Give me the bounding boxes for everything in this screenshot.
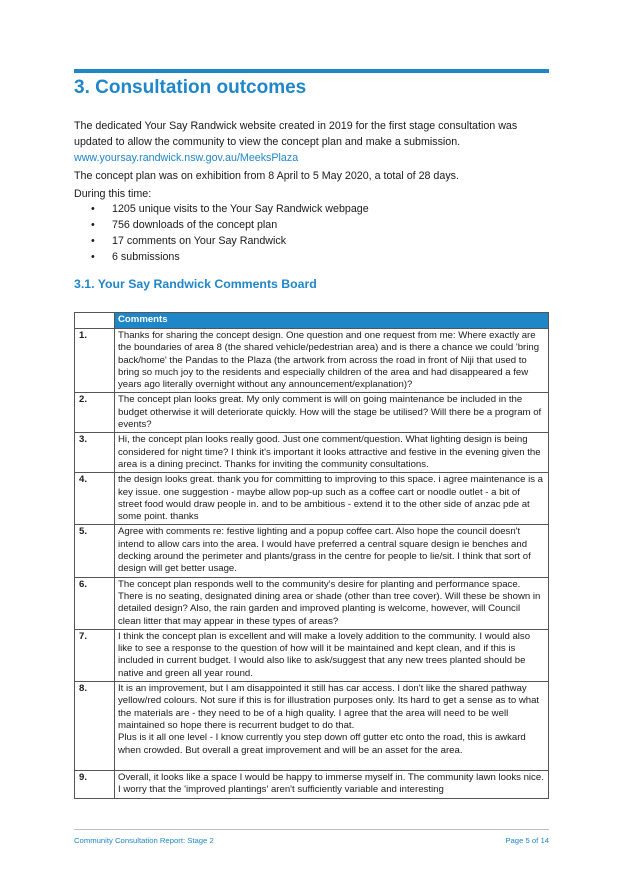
number-column-header: [75, 313, 115, 329]
bullet-icon: •: [91, 219, 95, 231]
table-row: [75, 525, 549, 577]
comment-text: The concept plan looks great. My only comment is will on going maintenance be included in the budget otherwise it will deteriorate quickly. How will the stage be utilised? Will there be a program of events?: [115, 393, 549, 433]
comment-text: The concept plan responds well to the community's desire for planting and performance space. There is no seating, designated dining area or shade (other than tree cover). Will these be shown in detailed design? Also, the rain garden and improved planting is welcome, however, will Council clean litter that may appear in these types of areas?: [115, 577, 549, 629]
list-item: • 17 comments on Your Say Randwick: [91, 235, 287, 247]
during-label: During this time:: [74, 188, 152, 200]
row-number: 8.: [75, 682, 115, 771]
table-row: [75, 629, 549, 681]
comments-column-header: Comments: [115, 313, 549, 329]
row-number: 7.: [75, 629, 115, 681]
statistics-list: [74, 201, 369, 265]
table-header-row: [75, 313, 549, 329]
table-row: [75, 473, 549, 525]
comments-table: [74, 312, 549, 799]
comment-text: Thanks for sharing the concept design. One question and one request from me: Where exactly are the boundaries of area 8 (the shared vehicle/pedestrian area) and is there a chance we could 'bring back/home' the Pandas to the Plaza (the artwork from across the road in front of Niji that used to bring so much joy to the residents and especially children of the area and had disappeared a few years ago literally overnight without any announcement/explanation)?: [115, 329, 549, 393]
list-item: • 1205 unique visits to the Your Say Randwick webpage: [91, 203, 369, 215]
page-title: 3. Consultation outcomes: [74, 77, 307, 98]
row-number: 4.: [75, 473, 115, 525]
comment-text: It is an improvement, but I am disappointed it still has car access. I don't like the shared pathway yellow/red colours. Not sure if this is for illustration purposes only. Its hard to get a sense as to what the materials are - they need to be of a high quality. I agree that the area will need to be well maintained so hope there is recurrent budget to do that.: [118, 683, 540, 731]
comment-text: Overall, it looks like a space I would be happy to immerse myself in. The community lawn looks nice. I worry that the 'improved plantings' aren't sufficiently variable and interesting: [115, 771, 549, 799]
row-number: 2.: [75, 393, 115, 433]
intro-paragraph: The dedicated Your Say Randwick website created in 2019 for the first stage consultation was updated to allow the community to view the concept plan and make a submission.: [74, 120, 518, 148]
list-item: • 6 submissions: [91, 251, 180, 263]
bullet-icon: •: [91, 251, 95, 263]
row-number: 3.: [75, 433, 115, 473]
comment-text-continued: Plus is it all one level - I know currently you step down off gutter etc onto the road, this is awkard when crowded. But overall a great improvement and will be an asset for the area.: [118, 732, 526, 756]
bullet-icon: •: [91, 203, 95, 215]
comment-text: Hi, the concept plan looks really good. Just one comment/question. What lighting design is being considered for night time? I think it's important it looks attractive and festive in the evening given the area is a dining precinct. Thanks for inviting the community consultations.: [115, 433, 549, 473]
row-number: 5.: [75, 525, 115, 577]
row-number: 1.: [75, 329, 115, 393]
row-number: 6.: [75, 577, 115, 629]
table-row: [75, 433, 549, 473]
comment-text: the design looks great. thank you for committing to improving to this space. i agree maintenance is a key issue. one suggestion - maybe allow pop-up such as a coffee cart or noodle outlet - a bit of street food would draw people in. and to be ambitious - extend it to the other side of anzac pde at some point. thanks: [115, 473, 549, 525]
comment-cell: [115, 682, 549, 771]
heading-rule: [74, 69, 549, 73]
table-row: [75, 771, 549, 799]
comment-text: I think the concept plan is excellent and will make a lovely addition to the community. I would also like to see a response to the question of how will it be maintained and kept clean, and if this is included in current budget. I would also like to ask/suggest that any new trees planted should be native and green all year round.: [115, 629, 549, 681]
bullet-icon: •: [91, 235, 95, 247]
comment-text: Agree with comments re: festive lighting and a popup coffee cart. Also hope the council doesn't intend to allow cars into the area. I would have preferred a central square design ie benches and decking around the perimeter and plants/grass in the centre for people to lie/sit. I think that sort of design will get better usage.: [115, 525, 549, 577]
table-row: [75, 577, 549, 629]
footer-rule: [74, 829, 549, 830]
footer-report-title: Community Consultation Report: Stage 2: [74, 836, 214, 845]
row-number: 9.: [75, 771, 115, 799]
exhibition-paragraph: The concept plan was on exhibition from 8 April to 5 May 2020, a total of 28 days.: [74, 170, 459, 182]
table-row: [75, 393, 549, 433]
list-item: • 756 downloads of the concept plan: [91, 219, 278, 231]
section-heading: 3.1. Your Say Randwick Comments Board: [74, 277, 317, 291]
table-row: [75, 682, 549, 771]
page-number: Page 5 of 14: [505, 836, 549, 845]
website-link[interactable]: www.yoursay.randwick.nsw.gov.au/MeeksPlaza: [74, 152, 299, 164]
table-row: [75, 329, 549, 393]
